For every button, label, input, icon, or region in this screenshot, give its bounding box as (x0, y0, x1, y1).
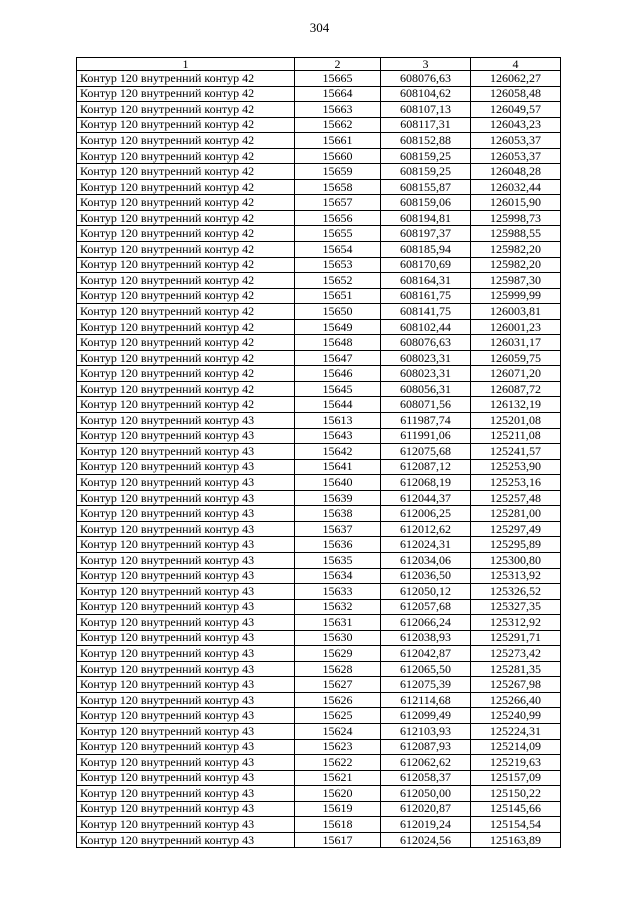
contour-name-cell: Контур 120 внутренний контур 43 (77, 646, 295, 662)
point-number-cell: 15648 (295, 335, 381, 351)
contour-name-cell: Контур 120 внутренний контур 43 (77, 599, 295, 615)
x-coordinate-cell: 612024,31 (381, 537, 471, 553)
table-row (77, 366, 561, 382)
table-row (77, 428, 561, 444)
point-number-cell: 15645 (295, 381, 381, 397)
contour-name-cell: Контур 120 внутренний контур 42 (77, 102, 295, 118)
table-row (77, 475, 561, 491)
contour-name-cell: Контур 120 внутренний контур 43 (77, 817, 295, 833)
x-coordinate-cell: 611987,74 (381, 413, 471, 429)
contour-name-cell: Контур 120 внутренний контур 42 (77, 148, 295, 164)
table-row (77, 506, 561, 522)
y-coordinate-cell: 126032,44 (471, 179, 561, 195)
y-coordinate-cell: 125998,73 (471, 210, 561, 226)
point-number-cell: 15642 (295, 444, 381, 460)
contour-name-cell: Контур 120 внутренний контур 43 (77, 755, 295, 771)
point-number-cell: 15651 (295, 288, 381, 304)
x-coordinate-cell: 608107,13 (381, 102, 471, 118)
y-coordinate-cell: 125312,92 (471, 615, 561, 631)
point-number-cell: 15630 (295, 630, 381, 646)
point-number-cell: 15658 (295, 179, 381, 195)
contour-name-cell: Контур 120 внутренний контур 43 (77, 568, 295, 584)
y-coordinate-cell: 125297,49 (471, 521, 561, 537)
table-row (77, 71, 561, 87)
table-row (77, 646, 561, 662)
x-coordinate-cell: 608104,62 (381, 86, 471, 102)
table-row (77, 537, 561, 553)
table-row (77, 133, 561, 149)
point-number-cell: 15647 (295, 350, 381, 366)
point-number-cell: 15624 (295, 723, 381, 739)
contour-name-cell: Контур 120 внутренний контур 43 (77, 739, 295, 755)
table-header-row (77, 58, 561, 71)
x-coordinate-cell: 612065,50 (381, 661, 471, 677)
x-coordinate-cell: 612068,19 (381, 475, 471, 491)
contour-name-cell: Контур 120 внутренний контур 43 (77, 490, 295, 506)
point-number-cell: 15632 (295, 599, 381, 615)
point-number-cell: 15621 (295, 770, 381, 786)
point-number-cell: 15613 (295, 413, 381, 429)
point-number-cell: 15633 (295, 584, 381, 600)
y-coordinate-cell: 126053,37 (471, 148, 561, 164)
x-coordinate-cell: 608197,37 (381, 226, 471, 242)
x-coordinate-cell: 612012,62 (381, 521, 471, 537)
y-coordinate-cell: 126031,17 (471, 335, 561, 351)
contour-name-cell: Контур 120 внутренний контур 43 (77, 428, 295, 444)
x-coordinate-cell: 612036,50 (381, 568, 471, 584)
y-coordinate-cell: 126059,75 (471, 350, 561, 366)
point-number-cell: 15638 (295, 506, 381, 522)
y-coordinate-cell: 125145,66 (471, 801, 561, 817)
x-coordinate-cell: 612099,49 (381, 708, 471, 724)
x-coordinate-cell: 608161,75 (381, 288, 471, 304)
column-header-3: 3 (381, 58, 471, 71)
table-row (77, 817, 561, 833)
contour-name-cell: Контур 120 внутренний контур 42 (77, 288, 295, 304)
contour-name-cell: Контур 120 внутренний контур 43 (77, 552, 295, 568)
y-coordinate-cell: 125300,80 (471, 552, 561, 568)
contour-name-cell: Контур 120 внутренний контур 42 (77, 86, 295, 102)
y-coordinate-cell: 126132,19 (471, 397, 561, 413)
point-number-cell: 15662 (295, 117, 381, 133)
point-number-cell: 15625 (295, 708, 381, 724)
contour-name-cell: Контур 120 внутренний контур 42 (77, 242, 295, 258)
contour-name-cell: Контур 120 внутренний контур 42 (77, 210, 295, 226)
y-coordinate-cell: 126043,23 (471, 117, 561, 133)
point-number-cell: 15665 (295, 71, 381, 87)
table-row (77, 148, 561, 164)
x-coordinate-cell: 612042,87 (381, 646, 471, 662)
y-coordinate-cell: 126071,20 (471, 366, 561, 382)
y-coordinate-cell: 125253,90 (471, 459, 561, 475)
y-coordinate-cell: 125295,89 (471, 537, 561, 553)
y-coordinate-cell: 125281,00 (471, 506, 561, 522)
x-coordinate-cell: 612024,56 (381, 832, 471, 848)
contour-name-cell: Контур 120 внутренний контур 42 (77, 179, 295, 195)
x-coordinate-cell: 612103,93 (381, 723, 471, 739)
table-row (77, 413, 561, 429)
x-coordinate-cell: 608071,56 (381, 397, 471, 413)
contour-name-cell: Контур 120 внутренний контур 42 (77, 319, 295, 335)
table-row (77, 661, 561, 677)
y-coordinate-cell: 125291,71 (471, 630, 561, 646)
x-coordinate-cell: 612044,37 (381, 490, 471, 506)
contour-name-cell: Контур 120 внутренний контур 43 (77, 723, 295, 739)
y-coordinate-cell: 125201,08 (471, 413, 561, 429)
y-coordinate-cell: 125987,30 (471, 273, 561, 289)
point-number-cell: 15646 (295, 366, 381, 382)
point-number-cell: 15622 (295, 755, 381, 771)
contour-name-cell: Контур 120 внутренний контур 43 (77, 537, 295, 553)
y-coordinate-cell: 125157,09 (471, 770, 561, 786)
contour-name-cell: Контур 120 внутренний контур 43 (77, 708, 295, 724)
x-coordinate-cell: 612058,37 (381, 770, 471, 786)
table-row (77, 102, 561, 118)
table-row (77, 599, 561, 615)
x-coordinate-cell: 612075,68 (381, 444, 471, 460)
y-coordinate-cell: 125999,99 (471, 288, 561, 304)
y-coordinate-cell: 125988,55 (471, 226, 561, 242)
contour-name-cell: Контур 120 внутренний контур 42 (77, 397, 295, 413)
point-number-cell: 15649 (295, 319, 381, 335)
x-coordinate-cell: 608159,06 (381, 195, 471, 211)
point-number-cell: 15643 (295, 428, 381, 444)
table-row (77, 552, 561, 568)
y-coordinate-cell: 125327,35 (471, 599, 561, 615)
table-row (77, 615, 561, 631)
table-row (77, 770, 561, 786)
x-coordinate-cell: 612066,24 (381, 615, 471, 631)
contour-name-cell: Контур 120 внутренний контур 43 (77, 506, 295, 522)
table-row (77, 739, 561, 755)
x-coordinate-cell: 608194,81 (381, 210, 471, 226)
point-number-cell: 15627 (295, 677, 381, 693)
point-number-cell: 15619 (295, 801, 381, 817)
x-coordinate-cell: 608152,88 (381, 133, 471, 149)
contour-name-cell: Контур 120 внутренний контур 42 (77, 117, 295, 133)
column-header-4: 4 (471, 58, 561, 71)
point-number-cell: 15652 (295, 273, 381, 289)
y-coordinate-cell: 125266,40 (471, 692, 561, 708)
contour-name-cell: Контур 120 внутренний контур 42 (77, 133, 295, 149)
table-row (77, 350, 561, 366)
table-row (77, 723, 561, 739)
table-row (77, 288, 561, 304)
contour-name-cell: Контур 120 внутренний контур 42 (77, 381, 295, 397)
contour-name-cell: Контур 120 внутренний контур 42 (77, 71, 295, 87)
table-row (77, 490, 561, 506)
point-number-cell: 15635 (295, 552, 381, 568)
contour-name-cell: Контур 120 внутренний контур 42 (77, 273, 295, 289)
point-number-cell: 15634 (295, 568, 381, 584)
table-row (77, 397, 561, 413)
table-body (77, 71, 561, 848)
contour-name-cell: Контур 120 внутренний контур 43 (77, 692, 295, 708)
point-number-cell: 15629 (295, 646, 381, 662)
point-number-cell: 15644 (295, 397, 381, 413)
x-coordinate-cell: 608117,31 (381, 117, 471, 133)
contour-name-cell: Контур 120 внутренний контур 42 (77, 304, 295, 320)
x-coordinate-cell: 608164,31 (381, 273, 471, 289)
y-coordinate-cell: 125281,35 (471, 661, 561, 677)
table-row (77, 319, 561, 335)
table-row (77, 677, 561, 693)
table-row (77, 584, 561, 600)
point-number-cell: 15639 (295, 490, 381, 506)
table-row (77, 521, 561, 537)
point-number-cell: 15636 (295, 537, 381, 553)
x-coordinate-cell: 608141,75 (381, 304, 471, 320)
y-coordinate-cell: 125267,98 (471, 677, 561, 693)
y-coordinate-cell: 125211,08 (471, 428, 561, 444)
y-coordinate-cell: 125240,99 (471, 708, 561, 724)
y-coordinate-cell: 126015,90 (471, 195, 561, 211)
table-row (77, 381, 561, 397)
contour-name-cell: Контур 120 внутренний контур 42 (77, 335, 295, 351)
y-coordinate-cell: 126058,48 (471, 86, 561, 102)
contour-name-cell: Контур 120 внутренний контур 43 (77, 521, 295, 537)
x-coordinate-cell: 608023,31 (381, 366, 471, 382)
point-number-cell: 15654 (295, 242, 381, 258)
table-row (77, 832, 561, 848)
point-number-cell: 15640 (295, 475, 381, 491)
x-coordinate-cell: 612020,87 (381, 801, 471, 817)
table-row (77, 242, 561, 258)
y-coordinate-cell: 125241,57 (471, 444, 561, 460)
point-number-cell: 15655 (295, 226, 381, 242)
table-row (77, 86, 561, 102)
y-coordinate-cell: 125150,22 (471, 786, 561, 802)
contour-name-cell: Контур 120 внутренний контур 43 (77, 459, 295, 475)
point-number-cell: 15664 (295, 86, 381, 102)
point-number-cell: 15626 (295, 692, 381, 708)
contour-name-cell: Контур 120 внутренний контур 42 (77, 350, 295, 366)
contour-name-cell: Контур 120 внутренний контур 43 (77, 615, 295, 631)
point-number-cell: 15628 (295, 661, 381, 677)
point-number-cell: 15653 (295, 257, 381, 273)
point-number-cell: 15637 (295, 521, 381, 537)
point-number-cell: 15641 (295, 459, 381, 475)
table-row (77, 708, 561, 724)
contour-name-cell: Контур 120 внутренний контур 43 (77, 786, 295, 802)
table-row (77, 164, 561, 180)
x-coordinate-cell: 608185,94 (381, 242, 471, 258)
table-row (77, 568, 561, 584)
y-coordinate-cell: 126049,57 (471, 102, 561, 118)
x-coordinate-cell: 612050,00 (381, 786, 471, 802)
table-row (77, 257, 561, 273)
y-coordinate-cell: 126053,37 (471, 133, 561, 149)
x-coordinate-cell: 612050,12 (381, 584, 471, 600)
x-coordinate-cell: 608023,31 (381, 350, 471, 366)
x-coordinate-cell: 612019,24 (381, 817, 471, 833)
table-row (77, 179, 561, 195)
page-number: 304 (309, 20, 330, 35)
y-coordinate-cell: 126048,28 (471, 164, 561, 180)
y-coordinate-cell: 125163,89 (471, 832, 561, 848)
point-number-cell: 15617 (295, 832, 381, 848)
y-coordinate-cell: 125982,20 (471, 242, 561, 258)
point-number-cell: 15620 (295, 786, 381, 802)
table-row (77, 335, 561, 351)
x-coordinate-cell: 612006,25 (381, 506, 471, 522)
x-coordinate-cell: 612087,12 (381, 459, 471, 475)
point-number-cell: 15623 (295, 739, 381, 755)
y-coordinate-cell: 125253,16 (471, 475, 561, 491)
x-coordinate-cell: 612075,39 (381, 677, 471, 693)
table-row (77, 117, 561, 133)
x-coordinate-cell: 612057,68 (381, 599, 471, 615)
y-coordinate-cell: 125219,63 (471, 755, 561, 771)
table-row (77, 755, 561, 771)
table-row (77, 786, 561, 802)
x-coordinate-cell: 608076,63 (381, 71, 471, 87)
x-coordinate-cell: 608159,25 (381, 164, 471, 180)
x-coordinate-cell: 608155,87 (381, 179, 471, 195)
y-coordinate-cell: 126062,27 (471, 71, 561, 87)
contour-name-cell: Контур 120 внутренний контур 43 (77, 832, 295, 848)
y-coordinate-cell: 125326,52 (471, 584, 561, 600)
table-row (77, 692, 561, 708)
contour-name-cell: Контур 120 внутренний контур 42 (77, 226, 295, 242)
table-row (77, 459, 561, 475)
y-coordinate-cell: 125224,31 (471, 723, 561, 739)
x-coordinate-cell: 612038,93 (381, 630, 471, 646)
point-number-cell: 15656 (295, 210, 381, 226)
column-header-1: 1 (77, 58, 295, 71)
point-number-cell: 15631 (295, 615, 381, 631)
contour-name-cell: Контур 120 внутренний контур 43 (77, 770, 295, 786)
contour-name-cell: Контур 120 внутренний контур 43 (77, 475, 295, 491)
point-number-cell: 15650 (295, 304, 381, 320)
y-coordinate-cell: 126087,72 (471, 381, 561, 397)
x-coordinate-cell: 608076,63 (381, 335, 471, 351)
contour-name-cell: Контур 120 внутренний контур 42 (77, 195, 295, 211)
y-coordinate-cell: 125313,92 (471, 568, 561, 584)
x-coordinate-cell: 612034,06 (381, 552, 471, 568)
x-coordinate-cell: 612114,68 (381, 692, 471, 708)
contour-name-cell: Контур 120 внутренний контур 43 (77, 801, 295, 817)
table-row (77, 226, 561, 242)
x-coordinate-cell: 611991,06 (381, 428, 471, 444)
point-number-cell: 15660 (295, 148, 381, 164)
y-coordinate-cell: 125982,20 (471, 257, 561, 273)
point-number-cell: 15618 (295, 817, 381, 833)
y-coordinate-cell: 125154,54 (471, 817, 561, 833)
contour-name-cell: Контур 120 внутренний контур 42 (77, 366, 295, 382)
point-number-cell: 15659 (295, 164, 381, 180)
y-coordinate-cell: 125273,42 (471, 646, 561, 662)
table-row (77, 630, 561, 646)
table-row (77, 210, 561, 226)
table-row (77, 444, 561, 460)
point-number-cell: 15661 (295, 133, 381, 149)
point-number-cell: 15663 (295, 102, 381, 118)
contour-name-cell: Контур 120 внутренний контур 42 (77, 257, 295, 273)
y-coordinate-cell: 125257,48 (471, 490, 561, 506)
y-coordinate-cell: 125214,09 (471, 739, 561, 755)
contour-name-cell: Контур 120 внутренний контур 43 (77, 661, 295, 677)
x-coordinate-cell: 612087,93 (381, 739, 471, 755)
y-coordinate-cell: 126003,81 (471, 304, 561, 320)
table-row (77, 304, 561, 320)
x-coordinate-cell: 608056,31 (381, 381, 471, 397)
y-coordinate-cell: 126001,23 (471, 319, 561, 335)
contour-name-cell: Контур 120 внутренний контур 43 (77, 444, 295, 460)
point-number-cell: 15657 (295, 195, 381, 211)
coordinates-table (76, 57, 561, 848)
contour-name-cell: Контур 120 внутренний контур 43 (77, 677, 295, 693)
table-row (77, 273, 561, 289)
x-coordinate-cell: 612062,62 (381, 755, 471, 771)
column-header-2: 2 (295, 58, 381, 71)
x-coordinate-cell: 608159,25 (381, 148, 471, 164)
contour-name-cell: Контур 120 внутренний контур 43 (77, 630, 295, 646)
table-row (77, 195, 561, 211)
contour-name-cell: Контур 120 внутренний контур 43 (77, 413, 295, 429)
x-coordinate-cell: 608102,44 (381, 319, 471, 335)
contour-name-cell: Контур 120 внутренний контур 42 (77, 164, 295, 180)
x-coordinate-cell: 608170,69 (381, 257, 471, 273)
contour-name-cell: Контур 120 внутренний контур 43 (77, 584, 295, 600)
table-row (77, 801, 561, 817)
